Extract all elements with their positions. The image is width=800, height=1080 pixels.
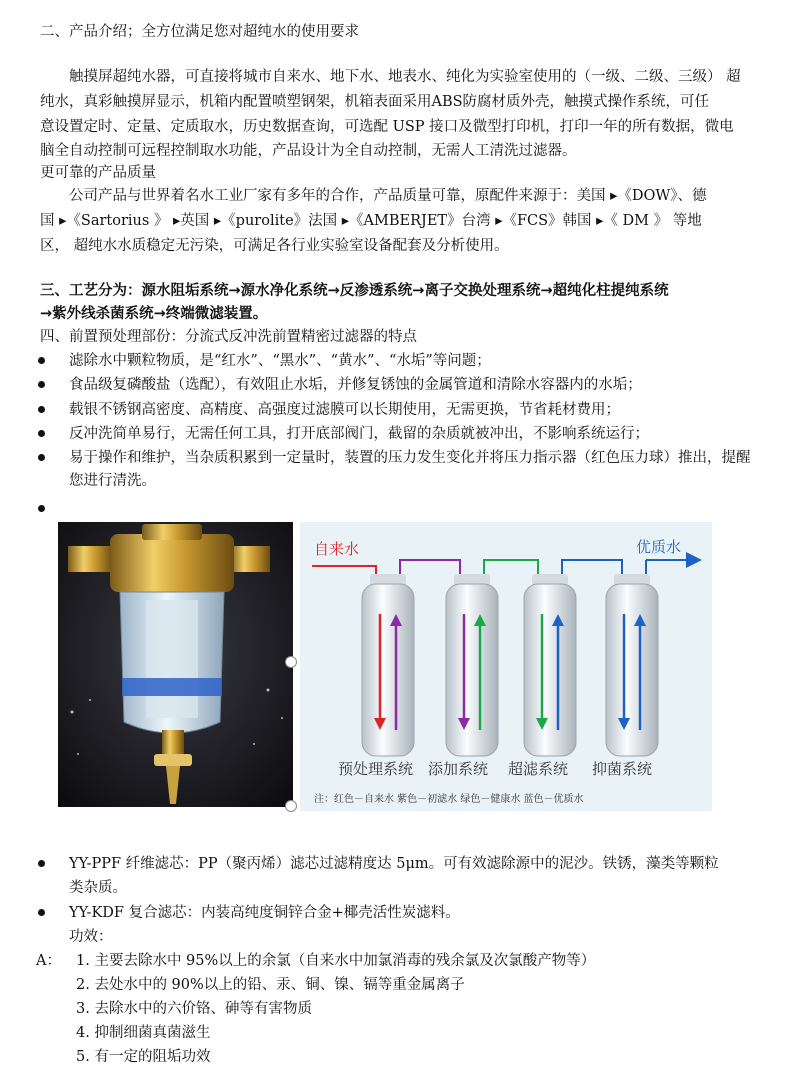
function-item-2: 2. 去处水中的 90%以上的铅、汞、铜、镍、镉等重金属离子 <box>76 977 465 993</box>
flow-line-green <box>484 560 538 578</box>
feature-item-3: 载银不锈钢高密度、高精度、高强度过滤膜可以长期使用，无需更换，节省耗材费用； <box>69 402 620 418</box>
function-item-4: 4. 抑制细菌真菌滋生 <box>76 1025 211 1041</box>
section-heading-2: 二、产品介绍；全方位满足您对超纯水的使用要求 <box>40 24 359 40</box>
feature-item-5: 易于操作和维护，当杂质积累到一定量时，装置的压力发生变化并将压力指示器（红色压力球）推出，提醒 <box>69 450 751 466</box>
bullet-dot <box>38 406 45 413</box>
cartridge-antibacterial <box>606 574 658 756</box>
cartridge-pretreatment <box>362 574 414 756</box>
intro-line-4: 脑全自动控制可远程控制取水功能，产品设计为全自动控制，无需人工清洗过滤器。 <box>40 143 577 159</box>
process-line-1: 三、工艺分为：源水阻垢系统→源水净化系统→反渗透系统→离子交换处理系统→超纯化柱提纯系统 <box>40 283 669 299</box>
intro-line-1: 触摸屏超纯水器，可直接将城市自来水、地下水、地表水、纯化为实验室使用的（一级、二级、三级） 超 <box>69 69 741 85</box>
function-item-5: 5. 有一定的阻垢功效 <box>76 1049 211 1065</box>
feature-item-4: 反冲洗简单易行，无需任何工具，打开底部阀门，截留的杂质就被冲出，不影响系统运行； <box>69 426 649 442</box>
quality-title: 更可靠的产品质量 <box>40 165 156 181</box>
system-label-antibacterial: 抑菌系统 <box>592 760 653 778</box>
image-resize-handle[interactable] <box>285 656 297 668</box>
image-resize-handle[interactable] <box>285 800 297 812</box>
feature-item-2: 食品级复磷酸盐（选配），有效阻止水垢，并修复锈蚀的金属管道和清除水容器内的水垢； <box>69 377 642 393</box>
bullet-dot <box>38 505 45 512</box>
ppf-line-2: 类杂质。 <box>69 880 127 896</box>
quality-line-2: 国 ▸《Sartorius 》 ▸英国 ▸《purolite》法国 ▸《AMBERJET》台湾 ▸《FCS》韩国 ▸《 DM 》 等地 <box>40 213 702 229</box>
bullet-dot <box>38 381 45 388</box>
bullet-dot <box>38 454 45 461</box>
flow-line-red <box>312 566 376 578</box>
function-title: 功效： <box>69 929 113 945</box>
filter-product-photo <box>58 522 293 807</box>
ppf-line-1: YY-PPF 纤维滤芯：PP（聚丙烯）滤芯过滤精度达 5μm。可有效滤除源中的泥沙。铁锈，藻类等颗粒 <box>69 856 719 872</box>
bullet-dot <box>38 430 45 437</box>
flow-line-blue <box>562 560 622 578</box>
quality-line-1: 公司产品与世界着名水工业厂家有多年的合作，产品质量可靠，原配件来源于：美国 ▸《DOW》、德 <box>69 188 707 204</box>
intro-line-2: 纯水，真彩触摸屏显示，机箱内配置喷塑钢架，机箱表面采用ABS防腐材质外壳，触摸式操作系统，可任 <box>40 94 710 110</box>
cartridge-ultrafiltration <box>524 574 576 756</box>
function-prefix: A： <box>36 953 61 969</box>
bullet-dot <box>38 909 45 916</box>
system-label-pretreatment: 预处理系统 <box>338 760 414 778</box>
quality-line-3: 区， 超纯水水质稳定无污染，可满足各行业实验室设备配套及分析使用。 <box>40 238 509 254</box>
cartridge-additive <box>446 574 498 756</box>
function-item-1: 1. 主要去除水中 95%以上的余氯（自来水中加氯消毒的残余氯及次氯酸产物等） <box>76 953 596 969</box>
section-heading-4: 四、前置预处理部份：分流式反冲洗前置精密过滤器的特点 <box>40 329 417 345</box>
kdf-line: YY-KDF 复合滤芯：内装高纯度铜锌合金+椰壳活性炭滤料。 <box>69 905 460 921</box>
feature-item-5-cont: 您进行清洗。 <box>69 473 156 489</box>
color-legend-note: 注：红色－自来水 紫色－初滤水 绿色－健康水 蓝色－优质水 <box>314 794 584 805</box>
system-label-additive: 添加系统 <box>428 760 489 778</box>
process-line-2: →紫外线杀菌系统→终端微滤装置。 <box>40 306 268 322</box>
filtration-diagram <box>300 522 712 811</box>
system-label-ultrafiltration: 超滤系统 <box>508 760 569 778</box>
flow-line-purple <box>400 560 460 578</box>
bullet-dot <box>38 860 45 867</box>
feature-item-1: 滤除水中颗粒物质，是“红水”、“黑水”、“黄水”、“水垢”等问题； <box>69 353 491 369</box>
function-item-3: 3. 去除水中的六价铬、砷等有害物质 <box>76 1001 312 1017</box>
output-water-label: 优质水 <box>636 538 682 556</box>
intro-line-3: 意设置定时、定量、定质取水，历史数据查询，可选配 USP 接口及微型打印机，打印一年的所有数据，微电 <box>40 119 734 135</box>
source-water-label: 自来水 <box>314 540 360 558</box>
bullet-dot <box>38 357 45 364</box>
